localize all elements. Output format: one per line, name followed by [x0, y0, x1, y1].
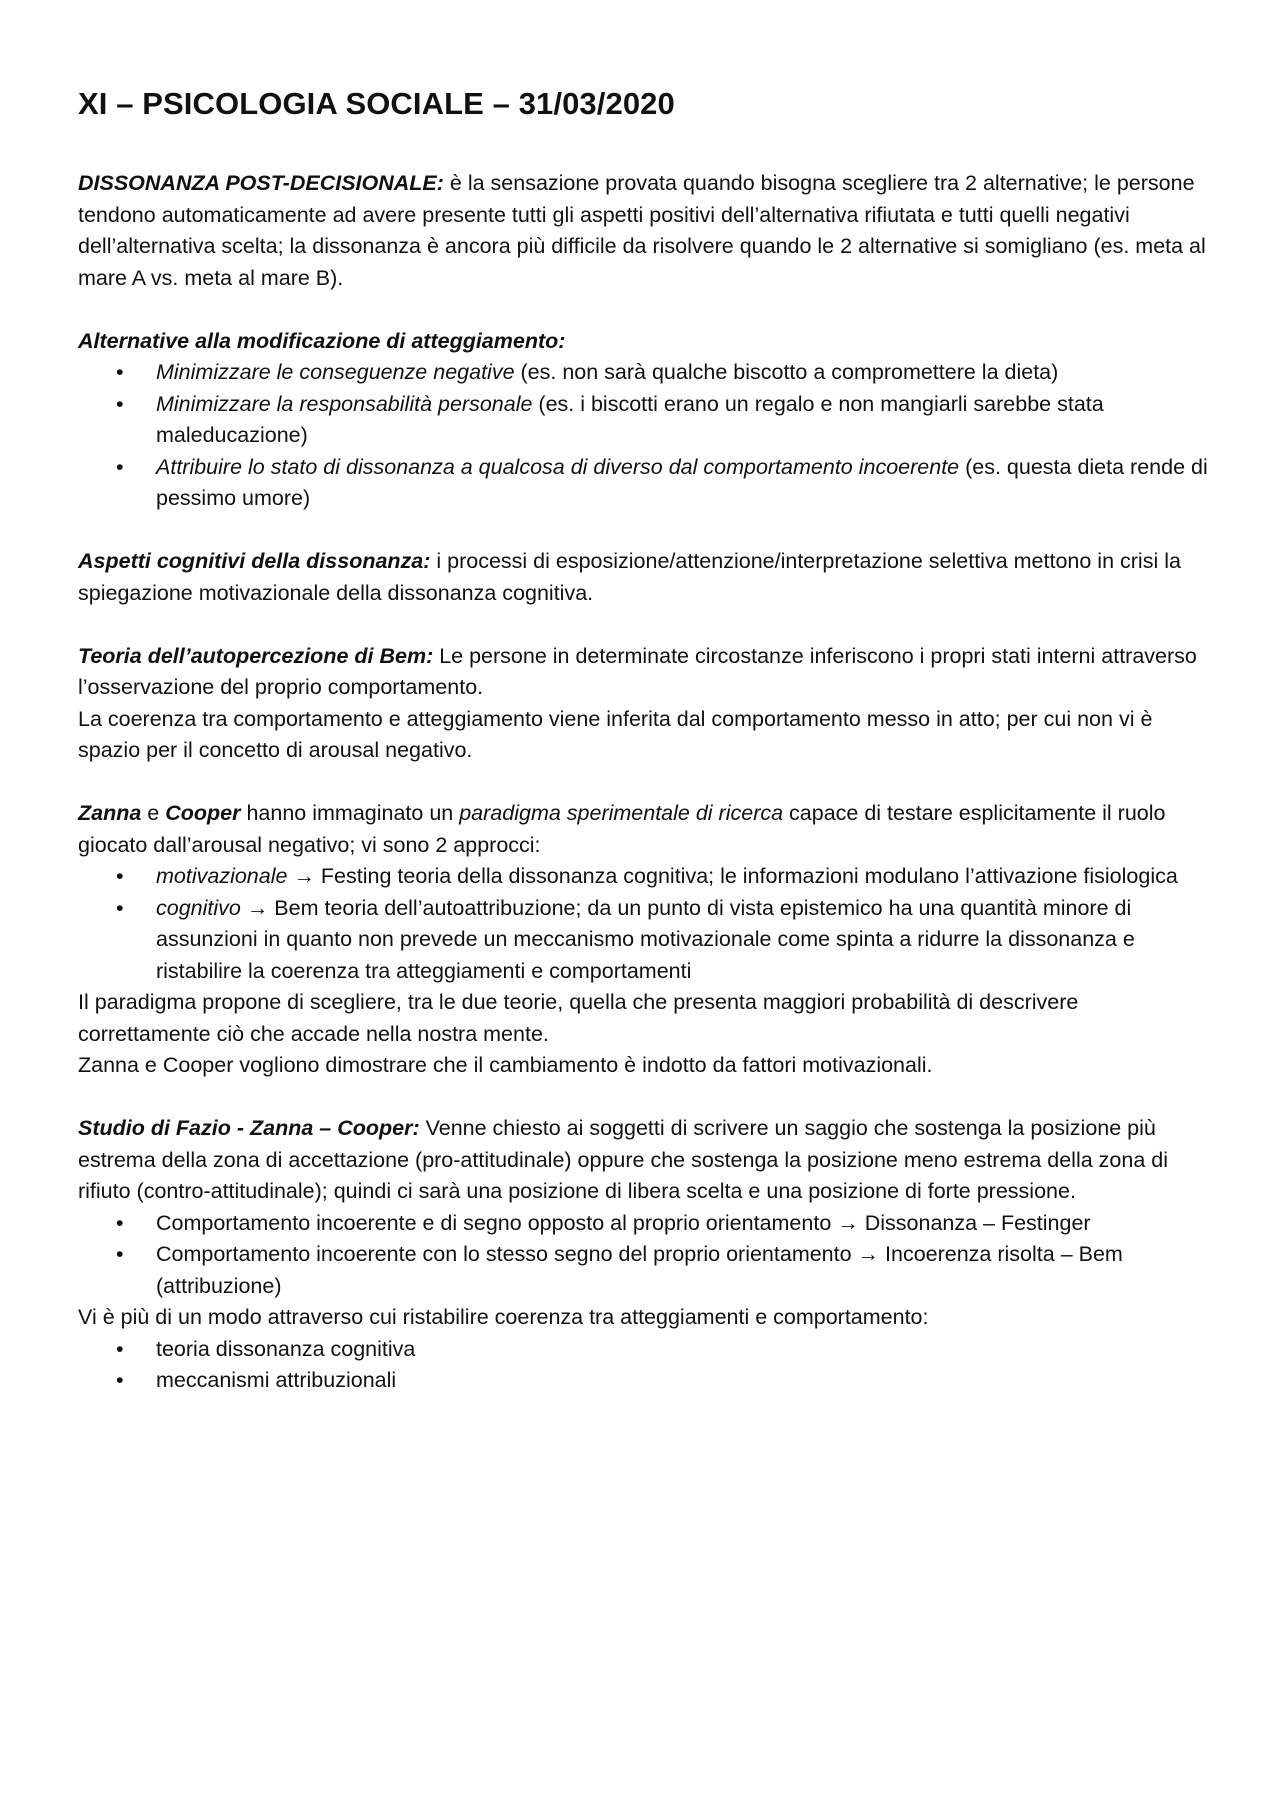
list-item — [78, 861, 1208, 893]
list-item — [78, 389, 1208, 452]
list-item — [78, 1365, 1208, 1397]
bullet-list — [78, 1208, 1208, 1303]
bullet-icon: • — [116, 1336, 124, 1361]
bullet-list — [78, 357, 1208, 515]
bullet-icon: • — [116, 895, 124, 920]
section-zanna-cooper — [78, 798, 1208, 1082]
paragraph-text: i processi di esposizione/attenzione/interpretazione selettiva mettono in crisi la spiegazione motivazionale della dissonanza cognitiva. — [78, 549, 1181, 605]
paragraph-text: capace di testare esplicitamente il ruolo giocato dall’arousal negativo; vi sono 2 approcci: — [78, 801, 1166, 857]
emphasis: paradigma sperimentale di ricerca — [459, 801, 784, 825]
paragraph-text: Le persone in determinate circostanze inferiscono i propri stati interni attraverso l’osservazione del proprio comportamento. — [78, 643, 1197, 699]
item-text: (es. questa dieta rende di pessimo umore) — [156, 454, 1208, 510]
author-name: Cooper — [165, 801, 241, 825]
conjunction: e — [141, 801, 166, 825]
bullet-icon: • — [116, 1242, 124, 1266]
bullet-icon: • — [116, 1368, 124, 1392]
section-fazio-zanna-cooper-study — [78, 1113, 1208, 1397]
bullet-list — [78, 861, 1208, 987]
list-item — [78, 1208, 1208, 1240]
section-self-perception-theory — [78, 641, 1208, 767]
list-item — [78, 893, 1208, 988]
paragraph: Vi è più di un modo attraverso cui ristabilire coerenza tra atteggiamenti e comportamento: — [78, 1305, 929, 1329]
paragraph-text: è la sensazione provata quando bisogna scegliere tra 2 alternative; le persone tendono automaticamente ad avere presente tutti gli aspetti positivi dell’alternativa rifiutata e tutti quelli negativi dell’alternativa scelta; la dissonanza è ancora più difficile da risolvere quando le 2 alternative si somigliano (es. meta al mare A vs. meta al mare B). — [78, 171, 1206, 290]
paragraph-text: hanno immaginato un — [240, 801, 460, 825]
section-post-decisional-dissonance — [78, 168, 1208, 294]
item-text: → Festing teoria della dissonanza cognitiva; le informazioni modulano l’attivazione fisiologica — [287, 864, 1178, 888]
paragraph — [78, 1113, 1208, 1208]
bullet-icon: • — [116, 454, 124, 479]
bullet-icon: • — [116, 360, 124, 384]
author-name: Zanna — [78, 801, 142, 825]
item-text: teoria dissonanza cognitiva — [156, 1336, 416, 1361]
item-emphasis: Minimizzare la responsabilità personale — [156, 391, 533, 416]
term: Teoria dell’autopercezione di Bem: — [78, 643, 434, 668]
list-item — [78, 1239, 1208, 1302]
item-text: meccanismi attribuzionali — [156, 1368, 397, 1392]
list-item — [78, 357, 1208, 389]
item-emphasis: Minimizzare le conseguenze negative — [156, 360, 515, 384]
item-emphasis: cognitivo — [156, 895, 241, 920]
list-item — [78, 1334, 1208, 1366]
page-title: XI – PSICOLOGIA SOCIALE – 31/03/2020 — [78, 86, 675, 121]
paragraph: Zanna e Cooper vogliono dimostrare che il cambiamento è indotto da fattori motivazionali. — [78, 1053, 933, 1077]
bullet-icon: • — [116, 391, 124, 416]
paragraph — [78, 546, 1208, 609]
bullet-list — [78, 1334, 1208, 1397]
section-cognitive-aspects — [78, 546, 1208, 609]
list-item — [78, 452, 1208, 515]
paragraph: Il paradigma propone di scegliere, tra le due teorie, quella che presenta maggiori probabilità di descrivere correttamente ciò che accade nella nostra mente. — [78, 990, 1079, 1046]
item-text: Comportamento incoerente e di segno opposto al proprio orientamento → Dissonanza – Festinger — [156, 1210, 1091, 1235]
paragraph — [78, 798, 1208, 861]
item-emphasis: motivazionale — [156, 864, 288, 888]
paragraph: La coerenza tra comportamento e atteggiamento viene inferita dal comportamento messo in atto; per cui non vi è spazio per il concetto di arousal negativo. — [78, 706, 1153, 762]
term: Studio di Fazio - Zanna – Cooper: — [78, 1116, 420, 1140]
term: DISSONANZA POST-DECISIONALE: — [78, 171, 444, 195]
item-text: → Bem teoria dell’autoattribuzione; da un punto di vista epistemico ha una quantità minore di assunzioni in quanto non prevede un meccanismo motivazionale come spinta a ridurre la dissonanza e ristabilire la coerenza tra atteggiamenti e comportamenti — [156, 895, 1135, 983]
item-text: (es. i biscotti erano un regalo e non mangiarli sarebbe stata maleducazione) — [156, 391, 1104, 447]
paragraph — [78, 168, 1208, 294]
item-emphasis: Attribuire lo stato di dissonanza a qualcosa di diverso dal comportamento incoerente — [156, 454, 960, 479]
bullet-icon: • — [116, 864, 124, 888]
paragraph — [78, 641, 1208, 704]
item-text: Comportamento incoerente con lo stesso segno del proprio orientamento → Incoerenza risolta – Bem (attribuzione) — [156, 1242, 1123, 1298]
term: Aspetti cognitivi della dissonanza: — [78, 549, 431, 573]
item-text: (es. non sarà qualche biscotto a compromettere la dieta) — [514, 360, 1059, 384]
section-heading: Alternative alla modificazione di atteggiamento: — [78, 328, 566, 353]
document-page — [78, 84, 1208, 1428]
paragraph-text: Venne chiesto ai soggetti di scrivere un saggio che sostenga la posizione più estrema della zona di accettazione (pro-attitudinale) oppure che sostenga la posizione meno estrema della zona di rifiuto (contro-attitudinale); quindi ci sarà una posizione di libera scelta e una posizione di forte pressione. — [78, 1116, 1168, 1203]
section-alternatives — [78, 326, 1208, 515]
bullet-icon: • — [116, 1210, 124, 1235]
